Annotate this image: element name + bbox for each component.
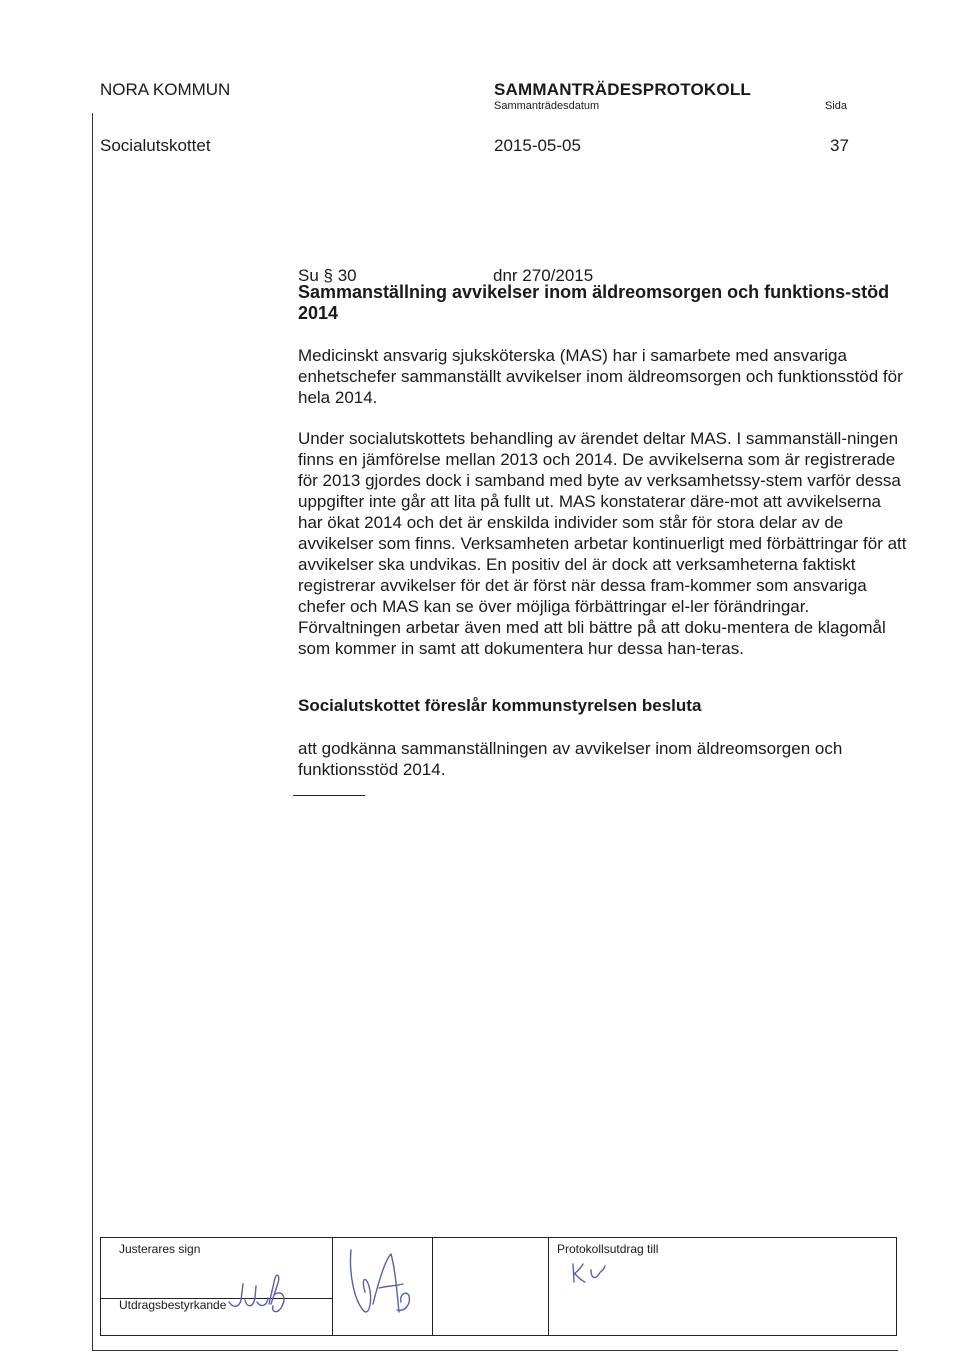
- end-rule: [293, 795, 365, 796]
- adjuster-cell: [101, 1238, 333, 1335]
- certification-label: Utdragsbestyrkande: [119, 1298, 227, 1312]
- section-heading: Sammanställning avvikelser inom äldreomsorgen och funktions-stöd 2014: [298, 282, 890, 323]
- decision-text: att godkänna sammanställningen av avvikelser inom äldreomsorgen och funktionsstöd 2014.: [298, 739, 843, 779]
- extract-to-cell: [549, 1238, 896, 1335]
- proposal-heading: Socialutskottet föreslår kommunstyrelsen besluta: [298, 696, 702, 715]
- signature-cell-3: [433, 1238, 549, 1335]
- page-label: Sida: [825, 100, 848, 112]
- paragraph-id: Su § 30: [298, 266, 357, 285]
- page-number: 37: [830, 136, 849, 155]
- signature-cell-2: [333, 1238, 433, 1335]
- meeting-date-label: Sammanträdesdatum: [494, 100, 600, 112]
- handwritten-signature-1: [219, 1264, 299, 1320]
- adjuster-label: Justerares sign: [119, 1242, 201, 1256]
- extract-to-label: Protokollsutdrag till: [557, 1242, 659, 1256]
- signature-box: [100, 1237, 897, 1336]
- left-margin-rule: [92, 113, 93, 1351]
- handwritten-signature-2: [339, 1240, 429, 1334]
- organization-name: NORA KOMMUN: [100, 80, 231, 99]
- meeting-date: 2015-05-05: [494, 136, 581, 155]
- body-paragraph-2: Under socialutskottets behandling av ärendet deltar MAS. I sammanställ-ningen finns en jämförelse mellan 2013 och 2014. De avvikelserna som är registrerade för 2013 gjordes dock i samband med byte av verksamhetssy-stem varför dessa uppgifter inte går att lita på fullt ut. MAS konstaterar däre-mot att avvikelserna har ökat 2014 och det är enskilda individer som står för stora delar av de avvikelser som finns. Verksamheten arbetar kontinuerligt med förbättringar för att avvikelser ska undvikas. En positiv del är dock att verksamheterna faktiskt registrerar avvikelser för det är först när dessa fram-kommer som ansvariga chefer och MAS kan se över möjliga förbättringar el-ler förändringar. Förvaltningen arbetar även med att bli bättre på att doku-mentera de klagomål som kommer in samt att dokumentera hur dessa han-teras.: [298, 429, 907, 658]
- document-title: SAMMANTRÄDESPROTOKOLL: [494, 80, 751, 99]
- committee-name: Socialutskottet: [100, 136, 211, 155]
- body-paragraph-1: Medicinskt ansvarig sjuksköterska (MAS) har i samarbete med ansvariga enhetschefer sammanställt avvikelser inom äldreomsorgen och funktionsstöd för hela 2014.: [298, 346, 903, 407]
- handwritten-recipient-initials: [569, 1260, 617, 1288]
- registration-number: dnr 270/2015: [493, 266, 594, 285]
- bottom-margin-rule: [92, 1350, 898, 1351]
